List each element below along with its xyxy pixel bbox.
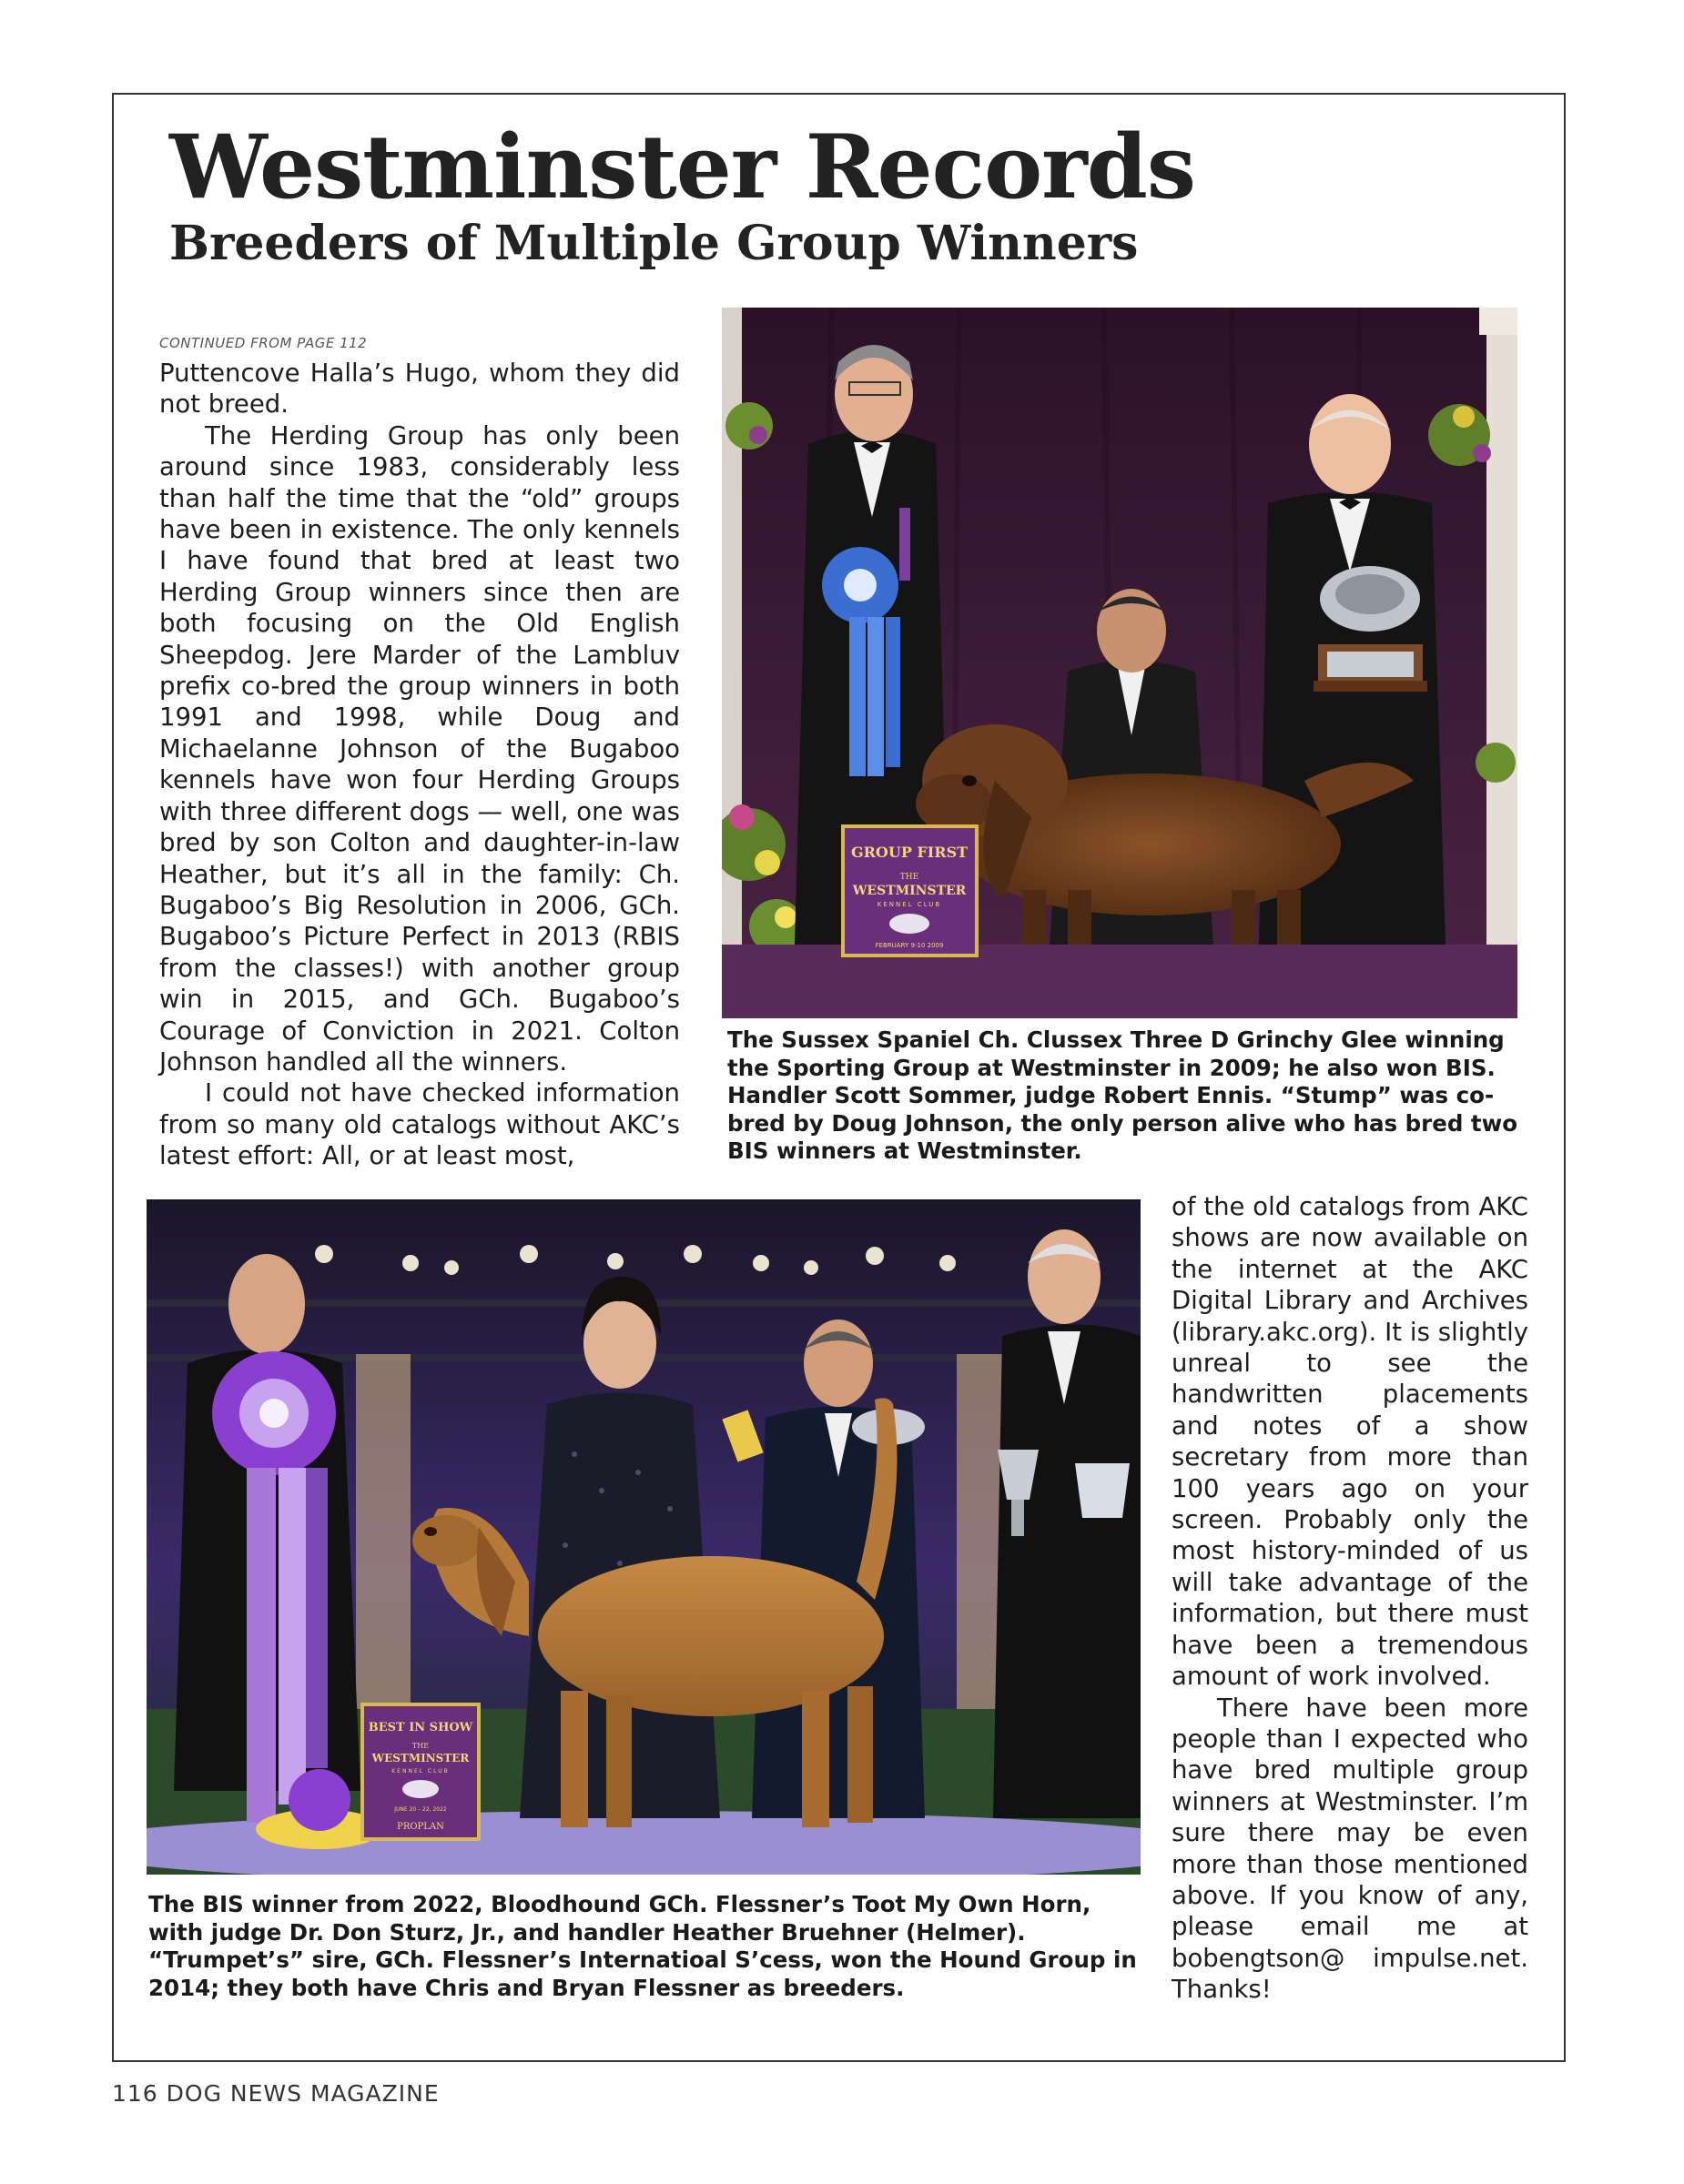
bloodhound-photo [147, 1199, 1141, 1875]
sign-group-first: GROUP FIRST [850, 844, 969, 861]
sign-kennel-club: KENNEL CLUB [877, 901, 942, 908]
sign-date: FEBRUARY 9-10 2009 [875, 942, 944, 949]
page-subtitle: Breeders of Multiple Group Winners [169, 216, 1139, 271]
sign-westminster: WESTMINSTER [852, 884, 967, 898]
sign-date-2: JUNE 20 – 22, 2022 [394, 1806, 447, 1813]
sign-sponsor: PROPLAN [397, 1822, 444, 1832]
continued-note: CONTINUED FROM PAGE 112 [159, 335, 368, 351]
sign-the: THE [899, 873, 919, 882]
sign-kennel-club-2: KENNEL CLUB [391, 1768, 450, 1774]
article-right-column [1172, 1191, 1528, 2006]
bloodhound-caption: The BIS winner from 2022, Bloodhound GCh. Flessner’s Toot My Own Horn, with judge Dr. Don Sturz, Jr., and handler Heather Bruehner (Helmer). “Trumpet’s” sire, GCh. Flessner’s Internatioal S’cess, won the Hound Group in 2014; they both have Chris and Bryan Flessner as breeders. [148, 1891, 1137, 2001]
paragraph: Puttencove Halla’s Hugo, whom they did not breed. [159, 359, 680, 420]
article-left-column [159, 358, 680, 1172]
sussex-spaniel-photo [722, 308, 1517, 1018]
paragraph: There have been more people than I expected who have bred multiple group winners at Westminster. I’m sure there may be even more than those mentioned above. If you know of any, please email me at bobengtson@ impulse.net. Thanks! [1172, 1693, 1528, 2005]
paragraph: I could not have checked information from so many old catalogs without AKC’s latest effort: All, or at least most, [159, 1078, 680, 1171]
sign-westminster-2: WESTMINSTER [371, 1752, 470, 1764]
page-title: Westminster Records [169, 116, 1195, 218]
sign-the-2: THE [411, 1742, 430, 1750]
paragraph: The Herding Group has only been around since 1983, considerably less than half the time that the “old” groups have been in existence. The only kennels I have found that bred at least two Herding Group winners since then are both focusing on the Old English Sheepdog. Jere Marder of the Lambluv prefix co-bred the group winners in both 1991 and 1998, while Doug and Michaelanne Johnson of the Bugaboo kennels have won four Herding Groups with three different dogs — well, one was bred by son Colton and daughter-in-law Heather, but it’s all in the family: Ch. Bugaboo’s Big Resolution in 2006, GCh. Bugaboo’s Picture Perfect in 2013 (RBIS from the classes!) with another group win in 2015, and GCh. Bugaboo’s Courage of Conviction in 2021. Colton Johnson handled all the winners. [159, 420, 680, 1077]
sign-best-in-show: BEST IN SHOW [368, 1721, 473, 1734]
sussex-spaniel-caption: The Sussex Spaniel Ch. Clussex Three D Grinchy Glee winning the Sporting Group at Westminster in 2009; he also won BIS. Handler Scott Sommer, judge Robert Ennis. “Stump” was co-bred by Doug Johnson, the only person alive who has bred two BIS winners at Westminster. [727, 1026, 1518, 1164]
paragraph: of the old catalogs from AKC shows are now available on the internet at the AKC Digital Library and Archives (library.akc.org). It is slightly unreal to see the handwritten placements and notes of a show secretary from more than 100 years ago on your screen. Probably only the most history-minded of us will take advantage of the information, but there must have been a tremendous amount of work involved. [1172, 1192, 1528, 1692]
page-footer: 116 DOG NEWS MAGAZINE [112, 2080, 440, 2107]
